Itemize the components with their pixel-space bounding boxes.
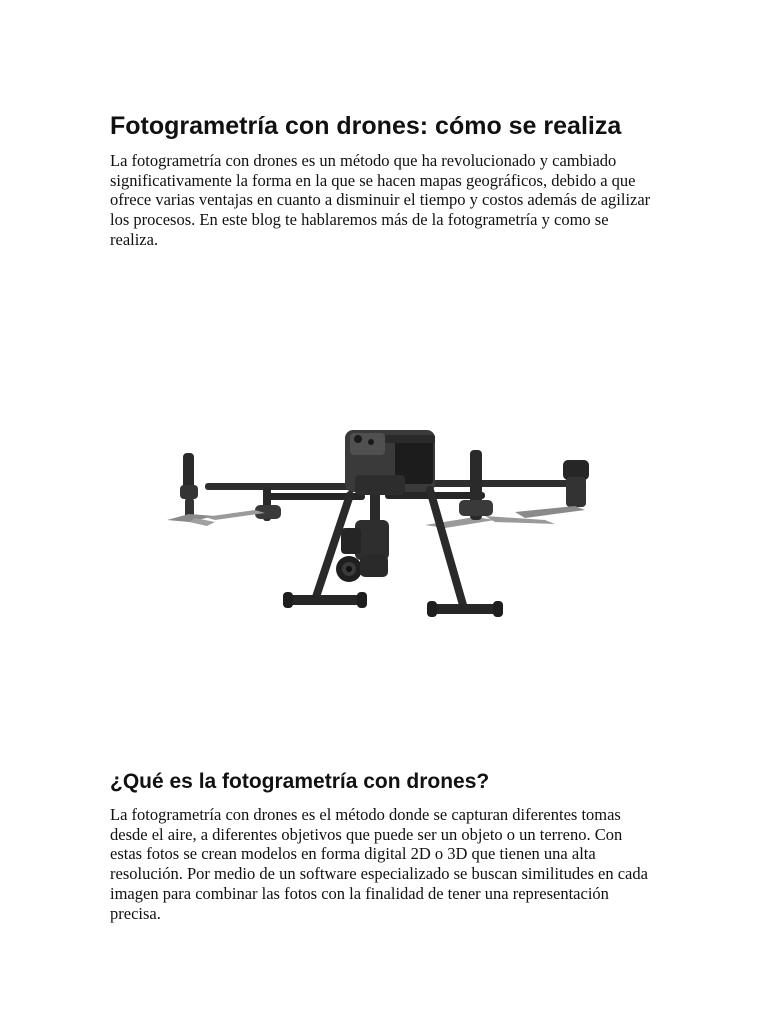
drone-illustration (145, 270, 625, 740)
drone-body (345, 430, 435, 495)
propeller-left (167, 514, 215, 526)
section-paragraph: La fotogrametría con drones es el método donde se capturan diferentes tomas desde el aire, a diferentes objetivos que puede ser un objeto o un terreno. Con estas fotos se crean modelos en forma digital 2D o 3D que tienen una alta resolución. Por medio de un software especializado se buscan similitudes en cada imagen para combinar las fotos con la finalidad de tener una representación precisa. (110, 805, 648, 923)
section-heading: ¿Qué es la fotogrametría con drones? (110, 770, 490, 793)
drone-photo (145, 270, 625, 740)
intro-paragraph: La fotogrametría con drones es un método que ha revolucionado y cambiado significativamente la forma en la que se hacen mapas geográficos, debido a que ofrece varias ventajas en cuanto a disminuir el tiempo y costos además de agilizar los procesos. En este blog te hablaremos más de la fotogrametría y como se realiza. (110, 151, 651, 249)
landing-skids (283, 592, 503, 617)
rear-arm-left (205, 483, 355, 490)
rear-motor-right (563, 460, 589, 507)
rear-motor-left (180, 453, 198, 518)
page-title: Fotogrametría con drones: cómo se realiza (110, 112, 622, 140)
propeller-right (425, 506, 585, 528)
